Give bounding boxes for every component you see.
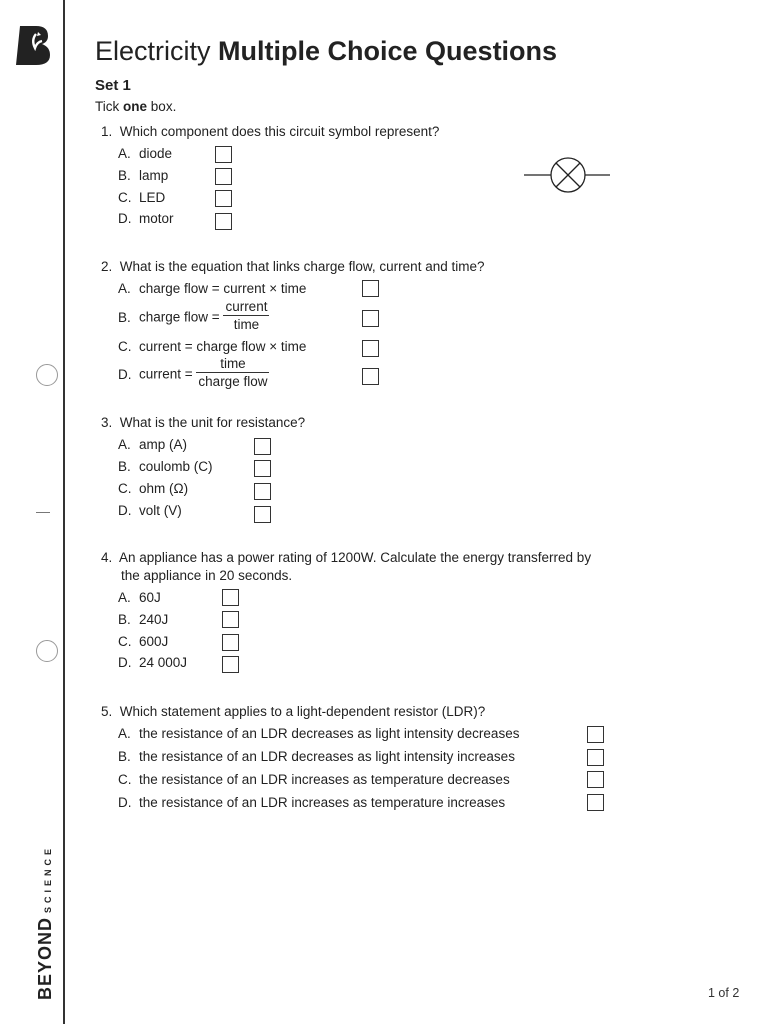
q2-checkbox-c[interactable] xyxy=(362,340,379,357)
margin-line xyxy=(63,0,65,1024)
q3-option-c: C. ohm (Ω) xyxy=(118,481,189,496)
question-2: 2. What is the equation that links charge flow, current and time? xyxy=(101,259,485,274)
question-5: 5. Which statement applies to a light-dependent resistor (LDR)? xyxy=(101,704,486,719)
question-4-text-cont: the appliance in 20 seconds. xyxy=(121,568,293,583)
q1-checkbox-b[interactable] xyxy=(215,168,232,185)
brand-name: BEYOND xyxy=(35,916,55,1000)
question-2-text: What is the equation that links charge flow, current and time? xyxy=(119,259,485,274)
brand-sub: SCIENCE xyxy=(43,844,53,913)
q2-option-c: C. current = charge flow × time xyxy=(118,339,307,354)
q1-checkbox-a[interactable] xyxy=(215,146,232,163)
q4-checkbox-c[interactable] xyxy=(222,634,239,651)
q4-option-c: C. 600J xyxy=(118,634,169,649)
question-4-text: An appliance has a power rating of 1200W. Calculate the energy transferred by xyxy=(119,550,592,565)
q2-checkbox-d[interactable] xyxy=(362,368,379,385)
q4-checkbox-a[interactable] xyxy=(222,589,239,606)
q5-option-c: C. the resistance of an LDR increases as temperature decreases xyxy=(118,772,510,787)
q1-checkbox-c[interactable] xyxy=(215,190,232,207)
q4-checkbox-b[interactable] xyxy=(222,611,239,628)
q1-checkbox-d[interactable] xyxy=(215,213,232,230)
lamp-circuit-symbol-icon xyxy=(524,156,610,194)
q5-option-d: D. the resistance of an LDR increases as temperature increases xyxy=(118,795,506,810)
q3-option-a: A. amp (A) xyxy=(118,437,188,452)
beyond-b-logo-icon xyxy=(14,24,54,66)
q5-checkbox-d[interactable] xyxy=(587,794,604,811)
q4-option-a: A. 60J xyxy=(118,590,161,605)
q1-option-a: A. diode xyxy=(118,146,173,161)
q2-option-a: A. charge flow = current × time xyxy=(118,281,307,296)
q4-checkbox-d[interactable] xyxy=(222,656,239,673)
q4-option-d: D. 24 000J xyxy=(118,655,188,670)
question-3-text: What is the unit for resistance? xyxy=(119,415,306,430)
instruction: Tick one box. xyxy=(95,99,177,114)
question-4: 4. An appliance has a power rating of 1200W. Calculate the energy transferred by xyxy=(101,550,592,565)
q3-option-b: B. coulomb (C) xyxy=(118,459,213,474)
q2-checkbox-a[interactable] xyxy=(362,280,379,297)
q5-checkbox-a[interactable] xyxy=(587,726,604,743)
question-3: 3. What is the unit for resistance? xyxy=(101,415,306,430)
q5-checkbox-c[interactable] xyxy=(587,771,604,788)
page-title xyxy=(95,36,557,67)
q3-checkbox-a[interactable] xyxy=(254,438,271,455)
q1-option-b: B. lamp xyxy=(118,168,169,183)
q5-option-b: B. the resistance of an LDR decreases as light intensity increases xyxy=(118,749,515,764)
punch-hole-bottom xyxy=(36,640,58,662)
title-light: Electricity xyxy=(95,36,211,66)
q2-option-b: B. charge flow = $\frac{\text{current}}{\text{time}}$ xyxy=(118,299,268,332)
question-1: 1. Which component does this circuit symbol represent? xyxy=(101,124,440,139)
q2-option-d: D. current = $\frac{\text{time}}{\text{charge flow}}$ xyxy=(118,356,268,389)
title-bold: Multiple Choice Questions xyxy=(218,36,558,66)
q3-checkbox-b[interactable] xyxy=(254,460,271,477)
brand-wordmark xyxy=(35,845,56,1000)
q4-option-b: B. 240J xyxy=(118,612,169,627)
fraction: $\frac{\text{time}}{\text{charge flow}}$ xyxy=(198,356,268,389)
punch-hole-top xyxy=(36,364,58,386)
q3-option-d: D. volt (V) xyxy=(118,503,182,518)
q3-checkbox-d[interactable] xyxy=(254,506,271,523)
q1-option-c: C. LED xyxy=(118,190,166,205)
fraction: $\frac{\text{current}}{\text{time}}$ xyxy=(225,299,268,332)
question-5-text: Which statement applies to a light-dependent resistor (LDR)? xyxy=(119,704,486,719)
q5-checkbox-b[interactable] xyxy=(587,749,604,766)
fold-mark xyxy=(36,512,50,513)
q1-option-d: D. motor xyxy=(118,211,174,226)
set-label: Set 1 xyxy=(95,77,131,94)
page-number: 1 of 2 xyxy=(708,986,740,1000)
q2-checkbox-b[interactable] xyxy=(362,310,379,327)
question-1-text: Which component does this circuit symbol represent? xyxy=(119,124,440,139)
q5-option-a: A. the resistance of an LDR decreases as light intensity decreases xyxy=(118,726,520,741)
q3-checkbox-c[interactable] xyxy=(254,483,271,500)
